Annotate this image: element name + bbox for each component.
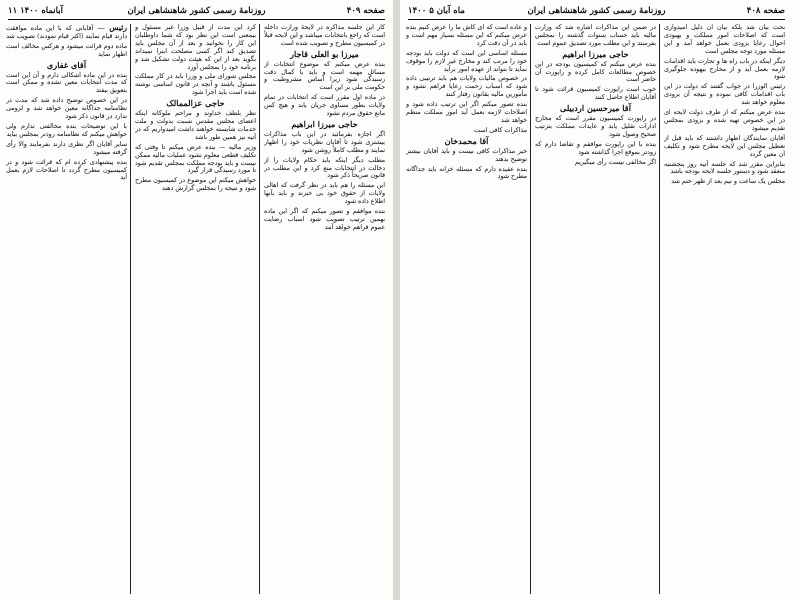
paragraph: بنده در این ماده اشکالی دارم و آن این است که مدت انتخابات معین نشده و ممکن است بتعویق بیفتد	[6, 71, 127, 95]
left-page-number: صفحه ۴۰۹	[346, 6, 385, 16]
paragraph: با این توضیحات بنده مخالفتی ندارم ولی خواهش میکنم که نظامنامه زودتر بمجلس بیاید	[6, 122, 127, 138]
paragraph: اگر مخالفی نیست رأی میگیریم	[574, 158, 656, 166]
left-column-1	[264, 24, 385, 594]
speaker-label: رئیس —	[93, 24, 127, 32]
paragraph: بحث بیان شد بلکه بیان آن دلیل امیدواری است که اصلاحات امور مملکت و بهبودی احوال رعایا بزودی بعمل خواهد آمد و این مسئله مورد توجه مجلس است	[664, 24, 785, 55]
paragraph: مجلس شورای ملی و وزرا باید در کار مملکت مسئول باشند و آنچه در قانون اساسی نوشته شده است باید اجرا شود	[135, 73, 256, 97]
right-column-3	[406, 24, 527, 594]
paragraph: بنابراین مقرر شد که جلسه آتیه روز پنجشنبه منعقد شود و دستور جلسه لایحه بودجه باشد	[664, 160, 785, 176]
paragraph: در ماده اول مقرر است که انتخابات در تمام ولایات بطور مساوی جریان یابد و هیچ کس مانع حقوق مردم نشود	[264, 94, 385, 118]
speaker-heading: آقا محمدخان	[444, 135, 489, 146]
right-page-header	[408, 4, 785, 20]
speaker-heading: آقای غفاری	[46, 59, 87, 70]
paragraph: مطلب دیگر اینکه باید حکام ولایات را از دخالت در انتخابات منع کرد و این مطلب در قانون صریحاً ذکر شود	[264, 156, 385, 180]
left-column-2	[135, 24, 256, 594]
paragraph: وزیر مالیه — بنده عرض میکنم تا وقتی که تکلیف قطعی معلوم نشود عملیات مالیه ممکن نیست و باید بودجه مملکت بمجلس تقدیم شود تا مورد رسیدگی قرار گیرد	[135, 143, 256, 175]
right-page-number: صفحه ۴۰۸	[746, 6, 785, 16]
left-page-header	[8, 4, 385, 20]
speaker-heading: آقا میرحسین اردبیلی	[560, 103, 631, 114]
paragraph: این مسئله را هم باید در نظر گرفت که اهالی ولایات از حقوق خود بی خبرند و باید بآنها اطلاع داده شود	[264, 182, 385, 206]
speaker-heading: حاجی میرزا ابراهیم	[291, 118, 358, 129]
speaker-heading: حاجی عزالممالک	[166, 98, 225, 109]
left-page-title: روزنامهٔ رسمی کشور شاهنشاهی ایران	[127, 6, 266, 16]
paragraph: نظر بلطف خداوند و مراحم ملوکانه اینکه اعضای مجلس مقدس نسبت بدولت و ملت خدمات شایسته خواهند داشت امیدواریم که در آتیه نیز همین طور باشد	[135, 110, 256, 141]
paragraph: بنده موافقم و تصور میکنم که اگر این ماده بهمین ترتیب تصویب شود اسباب رضایت عموم فراهم خواهد آمد	[264, 208, 385, 231]
center-gutter	[393, 0, 400, 600]
paragraph: در راپورت کمیسیون مقرر است که مخارج ادارات تقلیل یابد و عایدات مملکت بترتیب صحیح وصول شود	[535, 115, 656, 138]
paragraph: و عاده است که ای کاش ما را عرض کنیم بنده عرض میکنم که این مسئله بسیار مهم است و باید در آن دقت کرد	[406, 24, 527, 47]
paragraph: اگر اجازه بفرمائید در این باب مذاکرات بیشتری شود تا آقایان نظریات خود را اظهار نمایند و مطلب کاملاً روشن شود	[264, 130, 385, 154]
paragraph: خوب است راپورت کمیسیون قرائت شود تا آقایان اطلاع حاصل کنند	[535, 86, 656, 102]
paragraph: دیگر اینکه در باب راه ها و تجارت باید اقدامات لازمه بعمل آید و از مخارج بیهوده جلوگیری شود	[664, 57, 785, 81]
paragraph: بنده عقیده دارم که مسئله خزانه باید جداگانه مطرح شود	[406, 165, 527, 181]
right-page-title: روزنامهٔ رسمی کشور شاهنشاهی ایران	[527, 6, 666, 16]
paragraph: در ضمن این مذاکرات اشاره شد که وزارت مالیه باید حساب سنوات گذشته را بمجلس بفرستد و این مطلب مورد تصدیق عموم است	[535, 24, 656, 47]
paragraph: ماده دوم قرائت میشود و هرکس مخالف است اظهار نماید	[6, 42, 127, 58]
paragraph: خیر مذاکرات کافی نیست و باید آقایان بیشتر توضیح بدهند	[406, 147, 527, 163]
paragraph: بنده با این راپورت موافقم و تقاضا دارم که زودتر بموقع اجرا گذاشته شود	[535, 140, 656, 156]
speaker-heading: حاجی میرزا ابراهیم	[562, 48, 629, 59]
column-divider	[530, 24, 531, 594]
paragraph: خواهش میکنم این موضوع در کمیسیون مطرح شود و نتیجه را بمجلس گزارش دهند	[135, 177, 256, 193]
paragraph: آقایان نمایندگان اظهار داشتند که باید قبل از تعطیل مجلس این لایحه مطرح شود و تکلیف آن معین گردد	[664, 134, 785, 158]
speech-text: آقایانی که با این ماده موافقت دارند قیام نمایند (اکثر قیام نمودند) تصویب شد	[6, 25, 127, 40]
left-page-columns	[8, 24, 385, 594]
paragraph: در خصوص مالیات ولایات هم باید ترتیبی داده شود که اسباب زحمت رعایا فراهم نشود و مأمورین مالیه بقانون رفتار کنند	[406, 75, 527, 99]
paragraph: بنده پیشنهادی کرده ام که قرائت شود و در کمیسیون مطرح گردد تا اصلاحات لازم بعمل آید	[6, 158, 127, 182]
paragraph: بنده عرض میکنم که کمیسیون بودجه در این خصوص مطالعات کامل کرده و راپورت آن حاضر است	[535, 60, 656, 84]
paragraph: مسئله اساسی این است که دولت باید بودجه خود را مرتب کند و مخارج غیر لازم را موقوف نماید تا بتواند از عهده امور برآید	[406, 49, 527, 73]
left-page-date: ۱۱ آبانماه ۱۴۰۰	[8, 6, 63, 16]
paragraph: بنده عرض میکنم که موضوع انتخابات از مسائل مهمه است و باید با کمال دقت رسیدگی شود زیرا اساس مشروطیت و حکومت ملی بر این است	[264, 60, 385, 92]
right-column-1	[664, 24, 785, 594]
paragraph: بنده عرض میکنم که از طرف دولت لایحه ای در این خصوص تهیه شده و بزودی بمجلس تقدیم میشود	[664, 109, 785, 132]
left-column-3	[6, 24, 127, 594]
paragraph: مجلس یک ساعت و نیم بعد از ظهر ختم شد	[671, 178, 785, 186]
right-page-date: ۱۴۰۰ ماه آبان ۵	[408, 6, 465, 16]
speaker-heading: میرزا بو العلی قاجار	[290, 48, 359, 59]
paragraph: کار این جلسه مذاکره در لایحهٔ وزارت داخله است که راجع بانتخابات میباشد و این لایحه قبلاً در کمیسیون مطرح و تصویب شده است	[264, 24, 385, 47]
column-divider	[659, 24, 660, 594]
paragraph	[6, 24, 127, 41]
column-divider	[259, 24, 260, 594]
paragraph: سایر آقایان اگر نظری دارند بفرمایند والا رأی گرفته میشود	[6, 140, 127, 156]
right-column-2	[535, 24, 656, 594]
paragraph: مذاکرات کافی است	[474, 126, 527, 134]
right-page-columns	[408, 24, 785, 594]
left-page	[0, 0, 393, 600]
paragraph: کرد این مدت از قبیل وزرا غیر مسئول و بیمعنی است این نظر بود که شما داوطلبان این کار را بخوانید و بعد از آن مجلس باید تصدیق کند اگر کسی مصلحت اینرا نمیداند بگوید بعد از این که هیئت دولت تشکیل شد و برنامه خود را بمجلس آورد	[135, 24, 256, 71]
right-page	[400, 0, 793, 600]
paragraph: رئیس الوزرا در جواب گفتند که دولت در این باب اقدامات کافی نموده و نتیجه آن بزودی معلوم خواهد شد	[664, 83, 785, 107]
column-divider	[130, 24, 131, 594]
paragraph: در این خصوص توضیح داده شد که مدت در نظامنامه جداگانه معین خواهد شد و لزومی ندارد در قانون ذکر شود	[6, 97, 127, 121]
paragraph: بنده تصور میکنم اگر این ترتیب داده شود و اصلاحات لازمه بعمل آید امور مملکت منظم خواهد شد	[406, 101, 527, 124]
